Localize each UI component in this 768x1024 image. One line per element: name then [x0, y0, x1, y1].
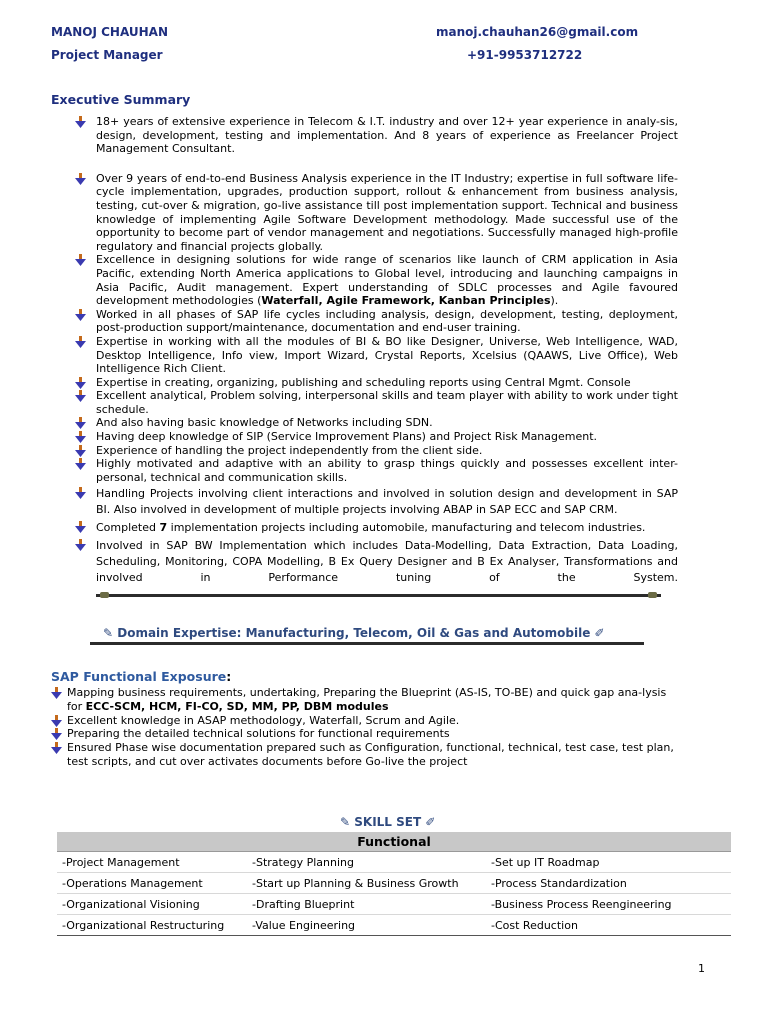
- list-item: Worked in all phases of SAP life cycles including analysis, design, development, testing, deployment, post-production support/maintenance, documentation and end-user training.: [75, 308, 678, 335]
- summary-list: [75, 115, 678, 586]
- table-cell: -Operations Management: [57, 873, 247, 894]
- table-row: [57, 894, 731, 915]
- list-item: Ensured Phase wise documentation prepared such as Configuration, functional, technical, test case, test plan, test scripts, and cut over activates documents before Go-live the project: [51, 741, 681, 769]
- table-header: Functional: [57, 832, 731, 852]
- list-item: Excellent knowledge in ASAP methodology, Waterfall, Scrum and Agile.: [51, 714, 681, 728]
- divider-cap: [100, 592, 109, 598]
- table-cell: -Organizational Visioning: [57, 894, 247, 915]
- arrow-bullet-icon: [75, 173, 86, 185]
- executive-summary-heading: Executive Summary: [51, 92, 191, 107]
- domain-expertise-banner: ✎ Domain Expertise: Manufacturing, Telecom, Oil & Gas and Automobile ✐: [103, 626, 605, 640]
- pen-icon: ✐: [594, 626, 605, 640]
- table-cell: -Drafting Blueprint: [247, 894, 486, 915]
- table-row: [57, 852, 731, 873]
- section-divider: [96, 594, 661, 597]
- arrow-bullet-icon: [75, 254, 86, 266]
- table-cell: -Strategy Planning: [247, 852, 486, 873]
- list-item: And also having basic knowledge of Networks including SDN.: [75, 416, 678, 430]
- list-item: Involved in SAP BW Implementation which includes Data-Modelling, Data Extraction, Data Loading, Scheduling, Monitoring, COPA Modelling, B Ex Query Designer and B Ex Analyser, Transformations and involved in Performance tuning of the System.: [75, 538, 678, 586]
- arrow-bullet-icon: [51, 728, 62, 740]
- table-cell: -Project Management: [57, 852, 247, 873]
- skills-table: [57, 832, 731, 936]
- table-cell: -Business Process Reengineering: [486, 894, 731, 915]
- arrow-bullet-icon: [51, 687, 62, 699]
- arrow-bullet-icon: [75, 309, 86, 321]
- list-item: Mapping business requirements, undertaking, Preparing the Blueprint (AS-IS, TO-BE) and quick gap ana-lysis for ECC-SCM, HCM, FI-CO, SD, MM, PP, DBM modules: [51, 686, 681, 714]
- list-item: Highly motivated and adaptive with an ability to grasp things quickly and possesses excellent inter-personal, technical and communication skills.: [75, 457, 678, 484]
- sap-list: [51, 686, 681, 769]
- list-item: Completed 7 implementation projects including automobile, manufacturing and telecom industries.: [75, 520, 678, 536]
- arrow-bullet-icon: [75, 539, 86, 551]
- table-cell: -Set up IT Roadmap: [486, 852, 731, 873]
- arrow-bullet-icon: [75, 390, 86, 402]
- pen-icon: ✐: [425, 815, 436, 829]
- arrow-bullet-icon: [75, 417, 86, 429]
- arrow-bullet-icon: [75, 116, 86, 128]
- arrow-bullet-icon: [75, 445, 86, 457]
- pencil-icon: ✎: [103, 626, 114, 640]
- table-cell: -Value Engineering: [247, 915, 486, 936]
- list-item: Excellent analytical, Problem solving, interpersonal skills and team player with ability to work under tight schedule.: [75, 389, 678, 416]
- list-item: Excellence in designing solutions for wide range of scenarios like launch of CRM application in Asia Pacific, extending North America applications to Global level, introducing and launching campaigns in Asia Pacific, Audit management. Expert understanding of SDLC processes and Agile favoured development methodologies (Waterfall, Agile Framework, Kanban Principles).: [75, 253, 678, 307]
- list-item: Over 9 years of end-to-end Business Analysis experience in the IT Industry; expertise in full software life-cycle implementation, upgrades, production support, rollout & enhancement from business analysis, testing, cut-over & migration, go-live assistance till post implementation support. Technical and business knowledge of implementing Agile Software Development methodology. Made successful use of the opportunity to become part of vendor management and negotiations. Successfully managed high-profile regulatory and financial projects globally.: [75, 172, 678, 254]
- arrow-bullet-icon: [75, 431, 86, 443]
- sap-functional-heading: SAP Functional Exposure:: [51, 669, 232, 684]
- divider-cap: [648, 592, 657, 598]
- list-item: 18+ years of extensive experience in Telecom & I.T. industry and over 12+ year experience in analy-sis, design, development, testing and implementation. And 8 years of experience as Freelancer Project Management Consultant.: [75, 115, 678, 156]
- arrow-bullet-icon: [51, 715, 62, 727]
- list-item: Handling Projects involving client interactions and involved in solution design and development in SAP BI. Also involved in development of multiple projects involving ABAP in SAP ECC and SAP CRM.: [75, 486, 678, 518]
- pencil-icon: ✎: [340, 815, 351, 829]
- table-row: [57, 915, 731, 936]
- list-item: Having deep knowledge of SIP (Service Improvement Plans) and Project Risk Management.: [75, 430, 678, 444]
- section-divider: [90, 642, 644, 645]
- table-cell: -Start up Planning & Business Growth: [247, 873, 486, 894]
- arrow-bullet-icon: [51, 742, 62, 754]
- list-item: Expertise in working with all the modules of BI & BO like Designer, Universe, Web Intelligence, WAD, Desktop Intelligence, Info view, Import Wizard, Crystal Reports, Xcelsius (QAAWS, Live Office), Web Intelligence Rich Client.: [75, 335, 678, 376]
- arrow-bullet-icon: [75, 377, 86, 389]
- list-item: Expertise in creating, organizing, publishing and scheduling reports using Central Mgmt. Console: [75, 376, 678, 390]
- candidate-name: MANOJ CHAUHAN: [51, 25, 168, 39]
- list-item: Preparing the detailed technical solutions for functional requirements: [51, 727, 681, 741]
- arrow-bullet-icon: [75, 336, 86, 348]
- table-header-row: [57, 832, 731, 852]
- table-cell: -Organizational Restructuring: [57, 915, 247, 936]
- arrow-bullet-icon: [75, 458, 86, 470]
- skill-set-title: ✎ SKILL SET ✐: [340, 815, 436, 829]
- candidate-title: Project Manager: [51, 48, 163, 62]
- email-link[interactable]: manoj.chauhan26@gmail.com: [436, 25, 639, 39]
- phone-number: +91-9953712722: [467, 48, 583, 62]
- list-item: Experience of handling the project independently from the client side.: [75, 444, 678, 458]
- page-number: 1: [698, 962, 705, 975]
- table-cell: -Cost Reduction: [486, 915, 731, 936]
- table-cell: -Process Standardization: [486, 873, 731, 894]
- arrow-bullet-icon: [75, 487, 86, 499]
- arrow-bullet-icon: [75, 521, 86, 533]
- table-row: [57, 873, 731, 894]
